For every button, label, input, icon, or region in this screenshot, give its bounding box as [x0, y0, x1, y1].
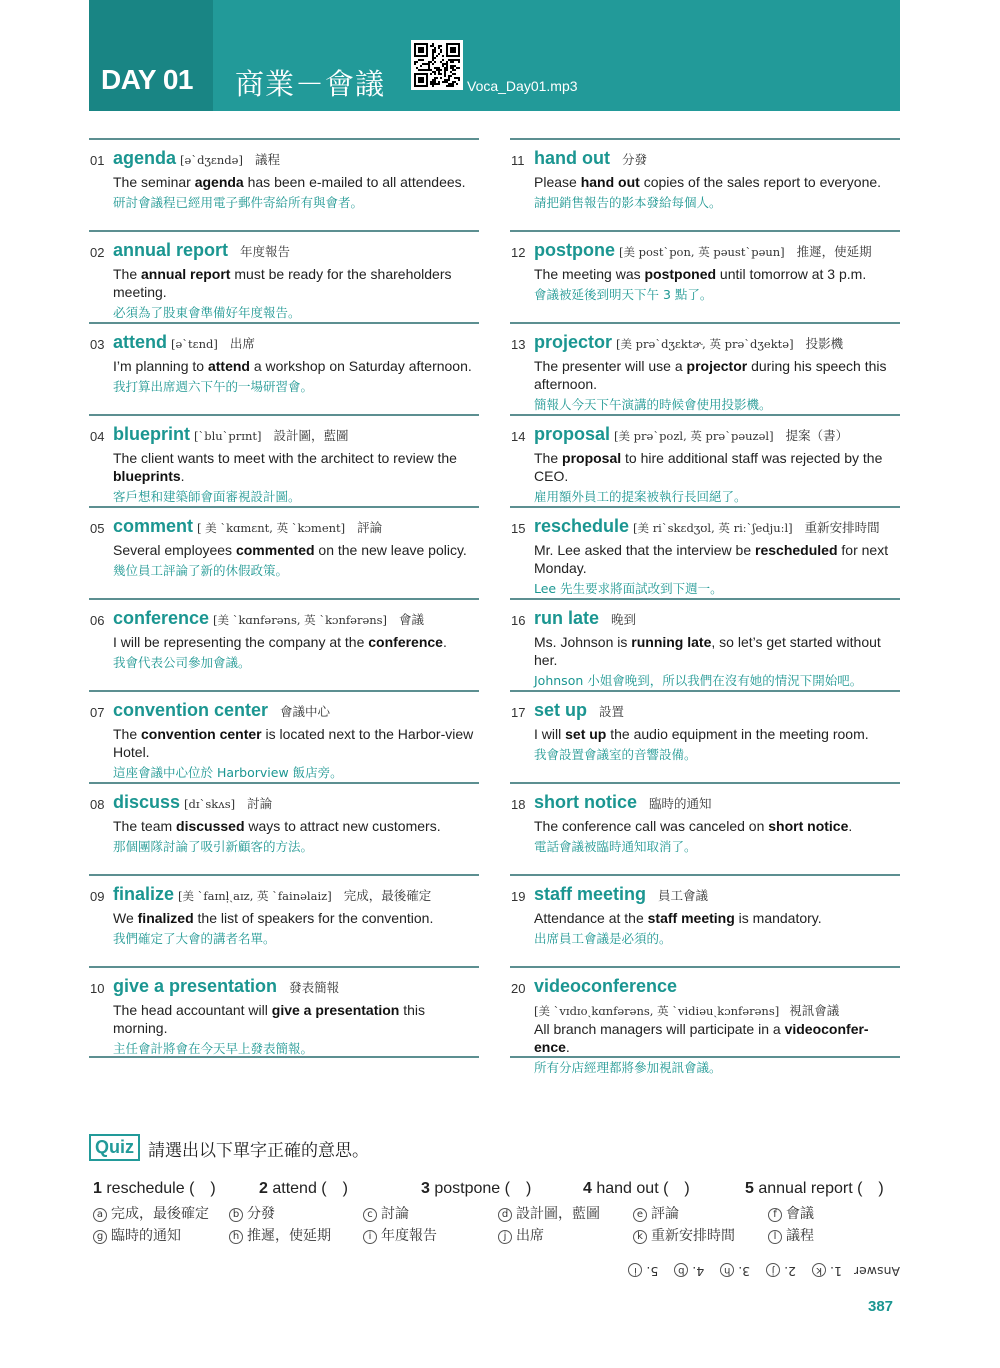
vocab-entry — [510, 966, 900, 1075]
vocab-word: blueprint — [113, 424, 190, 444]
sentence-translation: 會議被延後到明天下午 3 點了。 — [534, 287, 713, 302]
example-sentence: The head accountant will give a presentation this morning. — [113, 1002, 426, 1036]
vocab-entry — [89, 598, 479, 690]
vocab-entry — [510, 414, 900, 506]
vocab-word: postpone — [534, 240, 615, 260]
question-word: hand out — [591, 1180, 664, 1197]
entry-headword — [534, 700, 624, 721]
entry-headword — [113, 700, 330, 721]
example-sentence: The presenter will use a projector during his speech this afternoon. — [534, 358, 887, 392]
option-key: c — [363, 1208, 377, 1222]
chinese-definition: 會議 — [399, 612, 425, 627]
entry-headword — [534, 332, 843, 353]
entry-number: 17 — [511, 705, 526, 720]
day-header — [89, 0, 900, 111]
entry-number: 12 — [511, 245, 526, 260]
quiz-option — [768, 1225, 814, 1245]
page-number: 387 — [868, 1298, 894, 1315]
vocab-word: staff meeting — [534, 884, 647, 904]
sentence-translation: 主任會計將會在今天早上發表簡報。 — [113, 1041, 314, 1056]
option-key: f — [768, 1208, 782, 1222]
quiz-option — [363, 1225, 437, 1245]
chinese-definition: 討論 — [247, 796, 273, 811]
question-number: 2 — [259, 1180, 268, 1197]
chinese-definition: 年度報告 — [240, 244, 291, 259]
chinese-definition: 分發 — [621, 152, 647, 167]
sentence-translation: 我打算出席週六下午的一場研習會。 — [113, 379, 314, 394]
sentence-translation: 這座會議中心位於 Harborview 飯店旁。 — [113, 765, 343, 780]
entry-number: 07 — [90, 705, 105, 720]
vocab-entry — [510, 874, 900, 966]
sentence-translation: 我們確定了大會的講者名單。 — [113, 931, 276, 946]
phonetic: [美 postˋpon, 英 pəustˋpəun] — [619, 245, 785, 259]
sentence-translation: 那個團隊討論了吸引新顧客的方法。 — [113, 839, 314, 854]
entry-number: 04 — [90, 429, 105, 444]
entry-number: 20 — [511, 981, 526, 996]
vocab-word: agenda — [113, 148, 177, 168]
vocab-word: annual report — [113, 240, 229, 260]
quiz-title: 請選出以下單字正確的意思。 — [148, 1141, 369, 1161]
vocab-word: convention center — [113, 700, 269, 720]
chinese-definition: 重新安排時間 — [804, 520, 880, 535]
chinese-definition: 投影機 — [805, 336, 844, 351]
option-text: 會議 — [786, 1206, 814, 1222]
sentence-translation: 幾位員工評論了新的休假政策。 — [113, 563, 289, 578]
entry-number: 11 — [511, 153, 525, 168]
sentence-translation: 雇用額外員工的提案被執行長回絕了。 — [534, 489, 747, 504]
entry-headword — [113, 516, 382, 537]
example-sentence: I will set up the audio equipment in the meeting room. — [534, 726, 869, 742]
answer-label: Answer — [853, 1264, 900, 1279]
entry-number: 14 — [511, 429, 526, 444]
chinese-definition: 議程 — [254, 152, 280, 167]
entry-headword — [113, 976, 339, 997]
vocab-word: short notice — [534, 792, 638, 812]
answer-blank[interactable]: ( ) — [189, 1180, 216, 1197]
quiz-option — [363, 1203, 409, 1223]
sentence-translation: 研討會議程已經用電子郵件寄給所有與會者。 — [113, 195, 364, 210]
sentence-translation: 出席員工會議是必須的。 — [534, 931, 672, 946]
question-number: 3 — [421, 1180, 430, 1197]
phonetic: [ˋbluˋprɪnt] — [194, 429, 262, 443]
entry-number: 18 — [511, 797, 526, 812]
entry-number: 15 — [511, 521, 526, 536]
vocab-entry — [510, 782, 900, 874]
entry-headword — [113, 424, 349, 445]
answer-item: 1. k — [808, 1264, 842, 1279]
vocab-entry — [89, 874, 479, 966]
vocab-word: projector — [534, 332, 613, 352]
entry-number: 10 — [90, 981, 105, 996]
question-number: 1 — [93, 1180, 102, 1197]
entry-headword — [534, 516, 880, 537]
entry-number: 13 — [511, 337, 526, 352]
vocab-entry — [89, 506, 479, 598]
sentence-translation: 電話會議被臨時通知取消了。 — [534, 839, 697, 854]
option-text: 設計圖，藍圖 — [516, 1206, 600, 1222]
vocab-entry — [510, 230, 900, 322]
entry-headword — [113, 240, 290, 261]
vocab-entry — [510, 138, 900, 230]
entry-number: 09 — [90, 889, 105, 904]
vocab-entry — [89, 230, 479, 322]
sentence-translation: Johnson 小姐會晚到，所以我們在沒有她的情況下開始吧。 — [534, 673, 863, 688]
entry-headword — [113, 332, 255, 353]
example-sentence: The seminar agenda has been e-mailed to all attendees. — [113, 174, 466, 190]
vocab-word: run late — [534, 608, 600, 628]
chinese-definition: 設計圖，藍圖 — [273, 428, 349, 443]
vocab-entry — [89, 690, 479, 782]
quiz-option — [498, 1225, 544, 1245]
vocab-column-right — [510, 138, 900, 1075]
entry-headword — [534, 976, 677, 997]
entry-headword — [534, 884, 708, 905]
vocab-entry — [510, 506, 900, 598]
quiz-question — [421, 1175, 531, 1198]
option-key: e — [633, 1208, 647, 1222]
phonetic: [dɪˋskʌs] — [184, 797, 236, 811]
entry-headword — [534, 424, 848, 445]
option-text: 討論 — [381, 1206, 409, 1222]
option-key: d — [498, 1208, 512, 1222]
entry-headword — [534, 148, 647, 169]
phonetic: [美 prəˋpozl, 英 prəˋpəuzəl] — [614, 429, 774, 443]
option-key: k — [633, 1230, 647, 1244]
chinese-definition: 視訊會議 — [789, 1003, 840, 1018]
vocab-word: reschedule — [534, 516, 630, 536]
vocab-word: hand out — [534, 148, 610, 168]
vocab-word: proposal — [534, 424, 611, 444]
example-sentence: The meeting was postponed until tomorrow at 3 p.m. — [534, 266, 867, 282]
question-number: 4 — [583, 1180, 592, 1197]
quiz-question — [745, 1175, 884, 1198]
sentence-translation: 必須為了股東會準備好年度報告。 — [113, 305, 301, 320]
option-text: 出席 — [516, 1228, 544, 1244]
entry-number: 08 — [90, 797, 105, 812]
option-key: l — [768, 1230, 782, 1244]
chinese-definition: 推遲，使延期 — [796, 244, 872, 259]
sentence-translation: 客戶想和建築師會面審視設計圖。 — [113, 489, 301, 504]
quiz-option — [768, 1203, 814, 1223]
vocab-entry — [89, 322, 479, 414]
vocab-entry — [89, 966, 479, 1058]
chinese-definition: 晚到 — [611, 612, 637, 627]
option-text: 推遲，使延期 — [247, 1228, 331, 1244]
day-badge — [89, 0, 213, 111]
option-key: g — [93, 1230, 107, 1244]
quiz-option — [229, 1203, 275, 1223]
vocab-word: set up — [534, 700, 588, 720]
example-sentence: The team discussed ways to attract new customers. — [113, 818, 441, 834]
phonetic: [美 prəˋdʒɛktɚ, 英 prəˋdʒektə] — [616, 337, 794, 351]
phonetic: [əˋtɛnd] — [171, 337, 218, 351]
option-key: b — [229, 1208, 243, 1222]
phonetic: [美 riˋskɛdʒʊl, 英 riːˋʃedjuːl] — [633, 521, 793, 535]
phonetic: [ 美 ˋkɑmɛnt, 英 ˋkɔment] — [197, 521, 346, 535]
entry-headword — [113, 792, 272, 813]
vocab-word: conference — [113, 608, 210, 628]
option-text: 分發 — [247, 1206, 275, 1222]
answer-blank[interactable]: ( ) — [663, 1180, 690, 1197]
phonetic: [美 ˋfaɪnḷˏaɪz, 英 ˋfainəlaiz] — [178, 889, 332, 903]
entry-number: 06 — [90, 613, 105, 628]
vocab-column-left — [89, 138, 479, 1058]
audio-file-label[interactable]: Voca_Day01.mp3 — [467, 78, 578, 94]
vocab-entry — [89, 782, 479, 874]
option-text: 臨時的通知 — [111, 1228, 181, 1244]
example-sentence: Mr. Lee asked that the interview be rescheduled for next Monday. — [534, 542, 889, 576]
chinese-definition: 會議中心 — [280, 704, 331, 719]
quiz-question — [259, 1175, 348, 1198]
sentence-translation: 我會設置會議室的音響設備。 — [534, 747, 697, 762]
question-word: postpone — [429, 1180, 505, 1197]
vocab-word: comment — [113, 516, 194, 536]
option-text: 重新安排時間 — [651, 1228, 735, 1244]
quiz-option — [633, 1203, 679, 1223]
vocab-entry — [89, 138, 479, 230]
entry-number: 16 — [511, 613, 526, 628]
vocab-entry — [510, 598, 900, 690]
phonetic: [əˋdʒɛndə] — [180, 153, 243, 167]
quiz-option — [93, 1203, 209, 1223]
example-sentence: Ms. Johnson is running late, so let’s get started without her. — [534, 634, 881, 668]
sentence-translation: Lee 先生要求將面試改到下週一。 — [534, 581, 723, 596]
vocab-word: finalize — [113, 884, 175, 904]
example-sentence: I’m planning to attend a workshop on Saturday afternoon. — [113, 358, 472, 374]
entry-headword — [534, 608, 636, 629]
phonetic: [美 ˋvɪdɪoˏkɑnfərəns, 英 ˋvidiəuˏkɔnfərəns] 視訊會議 — [534, 1003, 840, 1018]
option-text: 評論 — [651, 1206, 679, 1222]
answer-item: 2. j — [762, 1264, 796, 1279]
example-sentence: The convention center is located next to the Harbor-view Hotel. — [113, 726, 474, 760]
entry-number: 02 — [90, 245, 105, 260]
option-text: 議程 — [786, 1228, 814, 1244]
example-sentence: The proposal to hire additional staff was rejected by the CEO. — [534, 450, 883, 484]
option-key: h — [229, 1230, 243, 1244]
chinese-definition: 發表簡報 — [289, 980, 340, 995]
example-sentence: The annual report must be ready for the shareholders meeting. — [113, 266, 452, 300]
chinese-definition: 員工會議 — [658, 888, 709, 903]
vocab-entry — [510, 690, 900, 782]
entry-headword — [534, 240, 872, 261]
question-word: reschedule — [101, 1180, 190, 1197]
question-number: 5 — [745, 1180, 754, 1197]
entry-headword — [113, 148, 280, 169]
entry-headword — [534, 792, 712, 813]
vocab-entry — [510, 322, 900, 414]
quiz-question — [583, 1175, 690, 1198]
entry-number: 19 — [511, 889, 526, 904]
quiz-option — [633, 1225, 735, 1245]
question-word: attend — [267, 1180, 322, 1197]
answer-key — [634, 1259, 900, 1279]
sentence-translation: 我會代表公司參加會議。 — [113, 655, 251, 670]
option-key: i — [363, 1230, 377, 1244]
option-key: j — [498, 1230, 512, 1244]
qr-code-icon[interactable] — [411, 40, 463, 90]
quiz-label: Quiz — [89, 1134, 140, 1161]
quiz-option — [229, 1225, 331, 1245]
chinese-definition: 設置 — [599, 704, 625, 719]
entry-headword — [113, 608, 424, 629]
example-sentence: All branch managers will participate in a videoconfer-ence. — [534, 1021, 869, 1055]
question-word: annual report — [753, 1180, 858, 1197]
example-sentence: The conference call was canceled on short notice. — [534, 818, 853, 834]
quiz-option — [93, 1225, 181, 1245]
option-text: 完成，最後確定 — [111, 1206, 209, 1222]
entry-headword — [113, 884, 431, 905]
vocab-entry — [89, 414, 479, 506]
vocab-word: videoconference — [534, 976, 678, 996]
sentence-translation: 所有分店經理都將參加視訊會議。 — [534, 1060, 722, 1075]
example-sentence: The client wants to meet with the architect to review the blueprints. — [113, 450, 457, 484]
quiz-question — [93, 1175, 216, 1198]
chinese-definition: 評論 — [357, 520, 383, 535]
answer-blank[interactable]: ( ) — [857, 1180, 884, 1197]
vocab-word: discuss — [113, 792, 181, 812]
option-text: 年度報告 — [381, 1228, 437, 1244]
entry-number: 05 — [90, 521, 105, 536]
example-sentence: Please hand out copies of the sales report to everyone. — [534, 174, 882, 190]
answer-item: 5. i — [624, 1264, 658, 1279]
example-sentence: Several employees commented on the new leave policy. — [113, 542, 467, 558]
vocab-word: attend — [113, 332, 167, 352]
answer-item: 4. b — [670, 1264, 704, 1279]
entry-number: 01 — [90, 153, 105, 168]
chinese-definition: 提案（書） — [785, 428, 849, 443]
sentence-translation: 簡報人今天下午演講的時候會使用投影機。 — [534, 397, 772, 412]
day-label: DAY 01 — [101, 64, 193, 95]
sentence-translation: 請把銷售報告的影本發給每個人。 — [534, 195, 722, 210]
answer-item: 3. h — [716, 1264, 750, 1279]
chinese-definition: 完成，最後確定 — [343, 888, 432, 903]
day-title: 商業－會議 — [235, 67, 386, 101]
option-key: a — [93, 1208, 107, 1222]
example-sentence: Attendance at the staff meeting is mandatory. — [534, 910, 822, 926]
chinese-definition: 臨時的通知 — [649, 796, 712, 811]
phonetic: [美 ˋkɑnfərəns, 英 ˋkɔnfərəns] — [213, 613, 388, 627]
example-sentence: We finalized the list of speakers for the convention. — [113, 910, 434, 926]
example-sentence: I will be representing the company at the conference. — [113, 634, 447, 650]
quiz-option — [498, 1203, 600, 1223]
chinese-definition: 出席 — [229, 336, 255, 351]
answer-blank[interactable]: ( ) — [321, 1180, 348, 1197]
vocab-word: give a presentation — [113, 976, 278, 996]
entry-number: 03 — [90, 337, 105, 352]
answer-blank[interactable]: ( ) — [504, 1180, 532, 1197]
